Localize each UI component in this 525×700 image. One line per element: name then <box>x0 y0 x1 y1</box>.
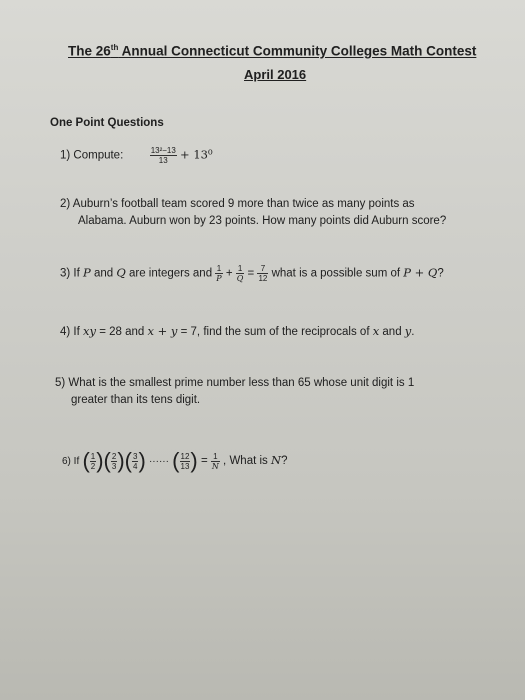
question-2: 2) Auburn’s football team scored 9 more than twice as many points as Alabama. Auburn won by 23 points. How many points did Auburn score? <box>60 198 447 227</box>
section-title: One Point Questions <box>50 117 164 129</box>
question-6: 6) If ( $\frac{1}{2}$ )( $\frac{2}{3}$ )( $\frac{3}{4}$ ) ······ ( $\frac{12}{13}$ ) = $\frac{1}{N}$ , What is N? <box>62 448 288 473</box>
contest-date: April 2016 <box>244 67 307 82</box>
question-4: 4) If xy = 28 and x + y = 7, find the sum of the reciprocals of x and y. <box>60 324 415 338</box>
question-3: 3) If P and Q are integers and $\frac{1}{P}$ + $\frac{1}{Q}$ = $\frac{7}{12}$ what is a possible sum of P + Q? <box>60 264 444 283</box>
q1-fraction: $\frac{\text{13²−13}}{13}$ <box>150 146 176 165</box>
question-5: 5) What is the smallest prime number less than 65 whose unit digit is 1 greater than its tens digit. <box>55 377 415 406</box>
question-1: 1) Compute: $\frac{\text{13²−13}}{13}$ + 13⁰ <box>60 146 213 165</box>
contest-title: The 26th Annual Connecticut Community Colleges Math Contest <box>68 43 477 59</box>
